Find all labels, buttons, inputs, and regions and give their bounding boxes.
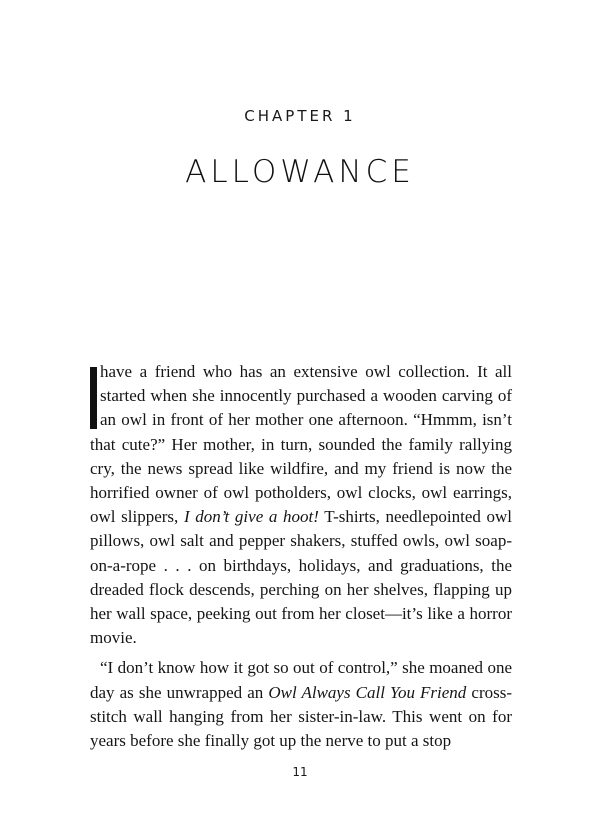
paragraph-1-text-a: have a friend who has an extensive owl collection. It all started when she innocently purchased a wooden carving of an owl in front of her mother one afternoon. “Hmmm, isn’t that cute?” Her mother, in turn, sounded the family rallying cry, the news spread like wildfire, and my friend is now the horrified owner of owl potholders, owl clocks, owl earrings, owl slippers,: [90, 362, 512, 527]
paragraph-2: [90, 656, 512, 753]
chapter-title: ALLOWANCE: [185, 154, 415, 190]
chapter-label: CHAPTER 1: [244, 107, 356, 125]
paragraph-2-text-a: “I don’t know how it got so out of control,” she moaned one day as she unwrapped an: [90, 658, 512, 702]
body-text: [90, 360, 512, 753]
drop-cap: [90, 360, 100, 426]
paragraph-1-text-b: T-shirts, needlepointed owl pillows, owl salt and pepper shakers, stuffed owls, owl soap-on-a-rope . . . on birthdays, holidays, and graduations, the dreaded flock descends, perching on her shelves, flapping up her wall space, peeking out from her closet—it’s like a horror movie.: [90, 507, 513, 648]
paragraph-1-italic: I don’t give a hoot!: [183, 507, 319, 527]
paragraph-1: [90, 360, 512, 650]
drop-cap-bar: [90, 367, 97, 429]
paragraph-2-text-b: cross-stitch wall hanging from her sister-in-law. This went on for years before she finally got up the nerve to put a stop: [90, 682, 512, 751]
paragraph-2-italic: Owl Always Call You Friend: [268, 682, 467, 702]
page-number: 11: [292, 765, 308, 779]
